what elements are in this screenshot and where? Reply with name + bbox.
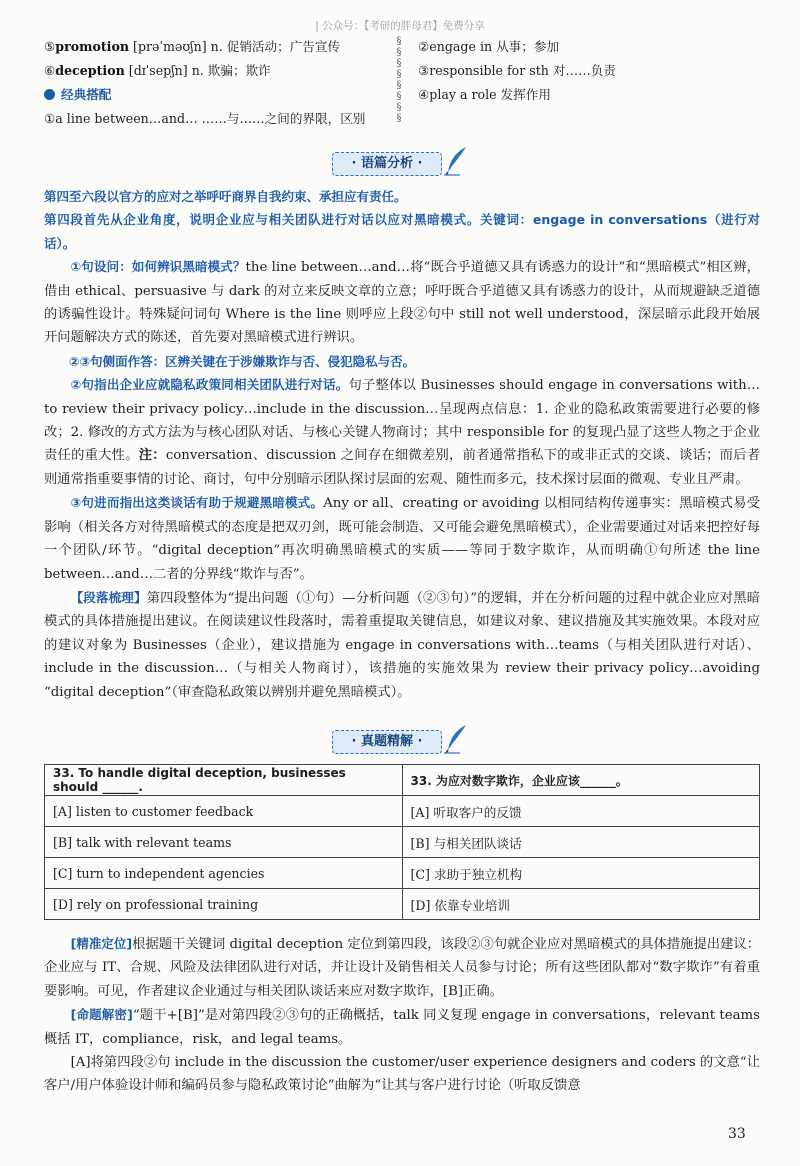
binding-spine-icon: § § § § § § § § <box>396 36 402 124</box>
vocab-entry: ②engage in 从事；参加 <box>418 39 560 54</box>
precise-location: [精准定位]根据题干关键词 digital deception 定位到第四段，该段②③句就企业应对黑暗模式的具体措施提出建议：企业应与 IT、合规、风险及法律团队进行对话，并让设计及销售相关人员参与讨论；所有这些团队都对“数字欺诈”有着重要影响。可见，作者建议企业通过与相关团队谈话来应对数字欺诈，[B]正确。 <box>44 936 760 999</box>
vocab-right <box>418 35 758 107</box>
vocab-definition: n. 促销活动；广告宣传 <box>210 39 341 54</box>
analysis-sentence2: ②句指出企业应就隐私政策同相关团队进行对话。句子整体以 Businesses should engage in conversations with…to review their privacy policy…include in the discussion…呈现两点信息：1. 企业的隐私政策需要进行必要的修改；2. 修改的方式方法为与核心团队对话、与核心关键人物商讨；其中 responsible for 的复现凸显了这些人物之于企业责任的重大性。注：conversation、discussion 之间存在细微差别，前者通常指私下的或非正式的交谈、谈话；而后者则通常指重要事情的讨论、商讨，句中分别暗示团队探讨层面的宏观、随性而多元，技术探讨层面的微观、专业且严肃。 <box>44 377 761 487</box>
text-analysis <box>44 185 760 704</box>
analysis-sentence23: ②③句侧面作答：区辨关键在于涉嫌欺诈与否、侵犯隐私与否。 <box>69 353 416 369</box>
option-b-en: [B] talk with relevant teams <box>45 827 403 858</box>
analysis-sentence1: ①句设问：如何辨识黑暗模式？the line between…and…将“既合乎道德又具有诱惑力的设计”和“黑暗模式”相区辨，借由 ethical、persuasive 与 dark 的对立来反映文章的立意；呼吁既合乎道德又具有诱惑力的设计，从而规避缺乏道德的诱骗性设计。特殊疑问词句 Where is the line 则呼应上段②句中 still not well understood，深层暗示此段开始展开问题解决方式的陈述，首先要对黑暗模式进行辨识。 <box>44 259 760 346</box>
vocab-entry: ④play a role 发挥作用 <box>418 87 551 102</box>
section-banner-analysis: · 语篇分析 · <box>332 152 442 176</box>
option-c-en: [C] turn to independent agencies <box>45 858 403 889</box>
paragraph-summary: 【段落梳理】第四段整体为“提出问题（①句）—分析问题（②③句）”的逻辑，并在分析问题的过程中就企业应对黑暗模式的具体措施提出建议。在阅读建议性段落时，需着重提取关键信息，如建议对象、建议措施及其实施效果。本段对应的建议对象为 Businesses（企业），建议措施为 engage in conversations with…teams（与相关团队进行对话）、include in the discussion…（与相关人物商讨），该措施的实施效果为 review their privacy policy…avoiding “digital deception”（审查隐私政策以辨别并避免黑暗模式）。 <box>44 589 760 700</box>
table-row <box>45 765 760 796</box>
table-row <box>45 827 760 858</box>
question-stem-en: 33. To handle digital deception, businesses should ______. <box>45 765 403 796</box>
option-c-zh: [C] 求助于独立机构 <box>402 858 760 889</box>
watermark: | 公众号：【考研的胖母君】免费分享 <box>315 20 485 32</box>
option-d-en: [D] rely on professional training <box>45 889 403 920</box>
question-table <box>44 764 760 920</box>
analysis-intro: 第四段首先从企业角度，说明企业应与相关团队进行对话以应对黑暗模式。关键词：engage in conversations（进行对话）。 <box>44 212 760 251</box>
vocab-phonetic: [prəˈməʊʃn] <box>133 39 207 54</box>
answer-explanation <box>44 932 760 1098</box>
vocab-entry: ⑤promotion [prəˈməʊʃn] n. 促销活动；广告宣传 <box>44 39 341 54</box>
vocab-word: deception <box>55 63 125 78</box>
analysis-sentence3: ③句进而指出这类谈话有助于规避黑暗模式。Any or all、creating or avoiding 以相同结构传递事实：黑暗模式易受影响（相关各方对待黑暗模式的态度是把双刃剑，既可能会制造、又可能会避免黑暗模式），企业需要通过对话来把控好每一个团队/环节。“digital deception”再次明确黑暗模式的实质——等同于数字欺诈，从而明确①句所述 the line between…and…二者的分界线“欺诈与否”。 <box>44 495 760 582</box>
collocation-entry: ①a line between…and… ……与……之间的界限，区别 <box>44 111 366 126</box>
option-a-zh: [A] 听取客户的反馈 <box>402 796 760 827</box>
option-a-en: [A] listen to customer feedback <box>45 796 403 827</box>
vocab-entry: ③responsible for sth 对……负责 <box>418 63 616 78</box>
quill-icon <box>444 724 468 754</box>
analysis-summary: 第四至六段以官方的应对之举呼吁商界自我约束、承担应有责任。 <box>44 189 407 204</box>
vocab-entry: ⑥deception [dɪˈsepʃn] n. 欺骗；欺诈 <box>44 63 271 78</box>
section-banner-question: · 真题精解 · <box>332 730 442 754</box>
vocab-word: promotion <box>55 39 130 54</box>
option-b-zh: [B] 与相关团队谈话 <box>402 827 760 858</box>
page-number: 33 <box>728 1126 746 1142</box>
question-decoding: [命题解密]“题干+[B]”是对第四段②③句的正确概括，talk 同义复现 engage in conversations，relevant teams 概括 IT，compliance，risk，and legal teams。 <box>44 1007 760 1047</box>
bullet-dot-icon <box>44 89 55 100</box>
collocation-heading: 经典搭配 <box>44 83 384 107</box>
table-row <box>45 858 760 889</box>
table-row <box>45 889 760 920</box>
option-d-zh: [D] 依靠专业培训 <box>402 889 760 920</box>
quill-icon <box>444 146 468 176</box>
vocab-definition: n. 欺骗；欺诈 <box>191 63 271 78</box>
table-row <box>45 796 760 827</box>
question-stem-zh: 33. 为应对数字欺诈，企业应该______。 <box>402 765 760 796</box>
vocab-phonetic: [dɪˈsepʃn] <box>128 63 188 78</box>
option-a-analysis: [A]将第四段②句 include in the discussion the customer/user experience designers and coders 的文意“让客户/用户体验设计师和编码员参与隐私政策讨论”曲解为“让其与客户进行讨论（听取反馈意 <box>44 1055 760 1094</box>
vocab-left <box>44 35 384 131</box>
